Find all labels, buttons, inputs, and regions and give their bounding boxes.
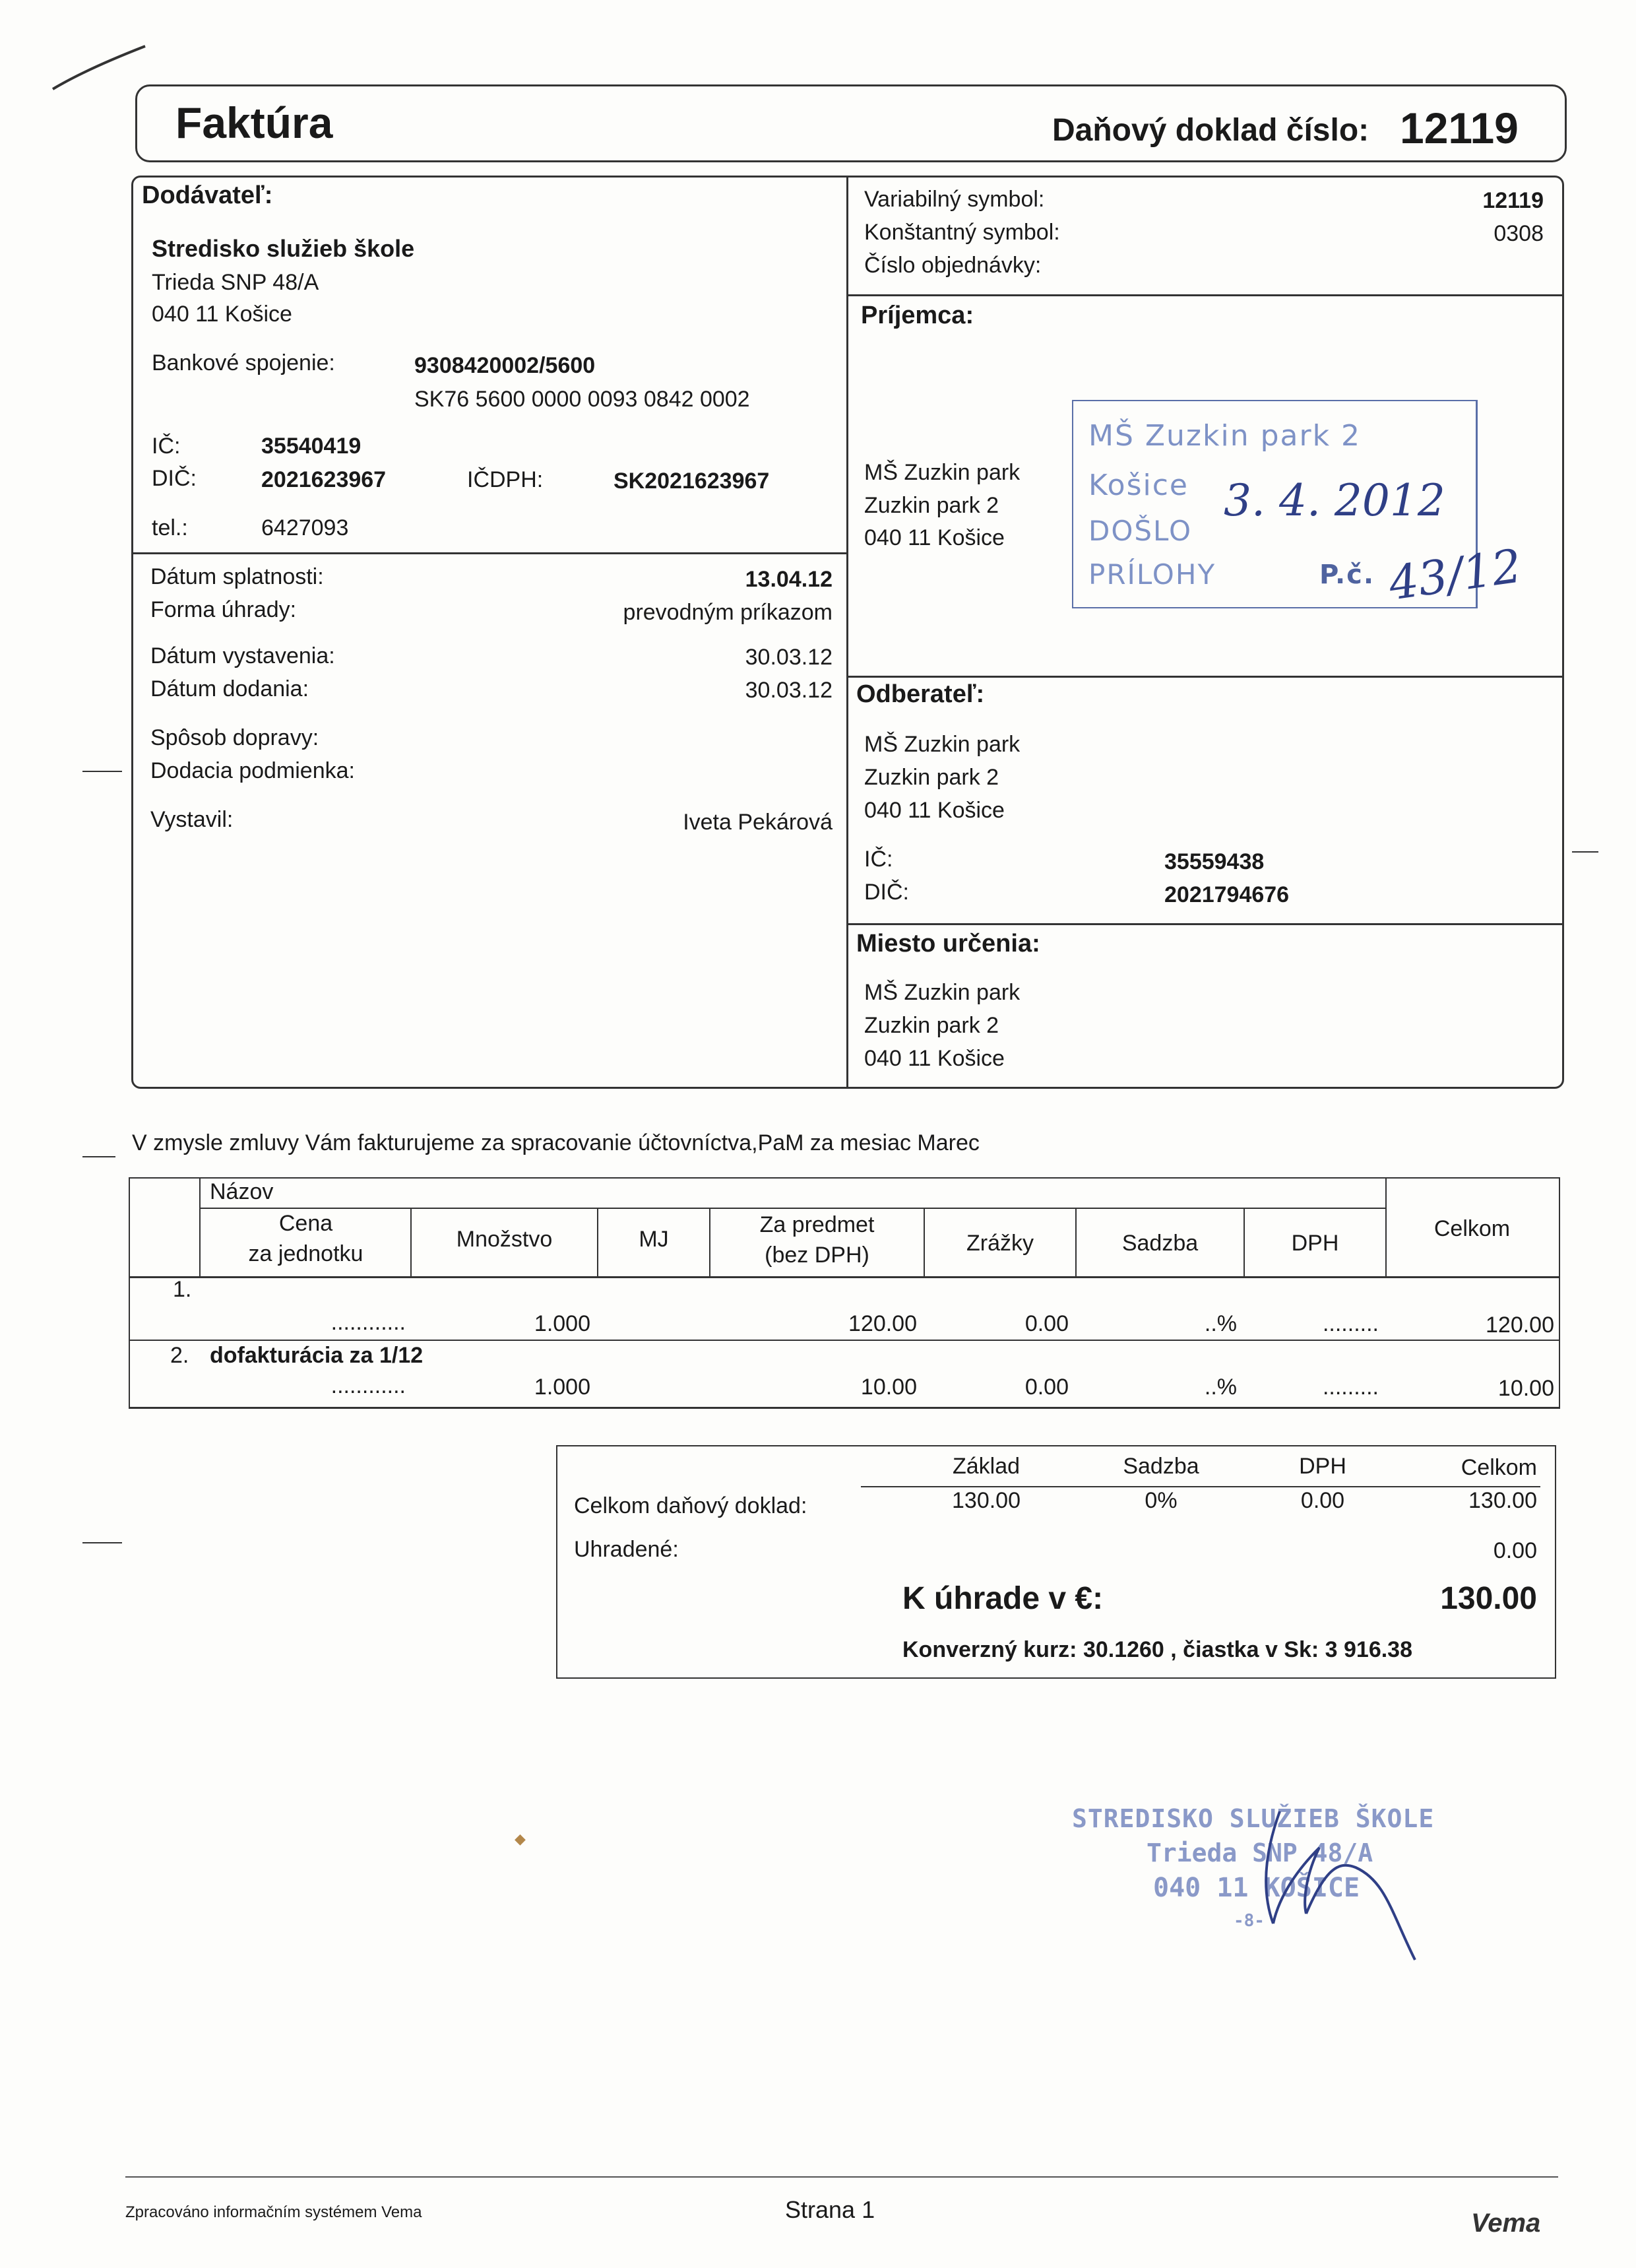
row-number: 2. xyxy=(170,1343,189,1368)
supplier-heading: Dodávateľ: xyxy=(142,181,273,209)
col-name: Názov xyxy=(210,1179,274,1204)
customer-heading: Odberateľ: xyxy=(856,680,985,708)
supplier-dic: 2021623967 xyxy=(261,467,387,492)
summary-col-vat: DPH xyxy=(1299,1454,1346,1479)
recipient-street: Zuzkin park 2 xyxy=(864,493,999,518)
punch-mark xyxy=(82,1156,115,1157)
summary-col-base: Základ xyxy=(952,1454,1021,1479)
row-rate: ..% xyxy=(1204,1311,1237,1336)
tel-label: tel.: xyxy=(152,515,188,540)
row-discount: 0.00 xyxy=(1024,1375,1069,1400)
doc-number: 12119 xyxy=(1400,104,1519,152)
summary-base: 130.00 xyxy=(952,1488,1021,1513)
pen-mark-icon xyxy=(46,40,152,99)
row-vat: ......... xyxy=(1322,1375,1379,1400)
col-discount: Zrážky xyxy=(966,1231,1034,1256)
supplier-ico: 35540419 xyxy=(261,434,362,459)
customer-city: 040 11 Košice xyxy=(864,798,1005,823)
amount-due: 130.00 xyxy=(1440,1581,1537,1616)
footer-system: Zpracováno informačním systémem Vema xyxy=(125,2203,422,2221)
col-total: Celkom xyxy=(1433,1216,1511,1241)
customer-dic: 2021794676 xyxy=(1164,882,1290,907)
punch-mark xyxy=(82,1542,122,1543)
constant-symbol-label: Konštantný symbol: xyxy=(864,220,1060,245)
dic-label: DIČ: xyxy=(152,466,197,491)
issue-date-label: Dátum vystavenia: xyxy=(150,643,335,668)
customer-name: MŠ Zuzkin park xyxy=(864,732,1021,757)
vema-logo: Vema xyxy=(1471,2209,1541,2238)
supplier-tel: 6427093 xyxy=(261,515,349,540)
signature-icon xyxy=(1240,1808,1432,1966)
destination-street: Zuzkin park 2 xyxy=(864,1013,999,1038)
due-date-label: Dátum splatnosti: xyxy=(150,564,324,589)
summary-total: 130.00 xyxy=(1468,1488,1537,1513)
received-stamp-line2: Košice xyxy=(1088,469,1189,502)
summary-vat: 0.00 xyxy=(1300,1488,1345,1513)
transport-label: Spôsob dopravy: xyxy=(150,725,319,750)
row-total: 120.00 xyxy=(1486,1312,1554,1338)
handwritten-number: 43/12 xyxy=(1385,538,1525,611)
company-stamp-line1: STREDISKO SLUŽIEB ŠKOLE xyxy=(1072,1804,1435,1833)
constant-symbol: 0308 xyxy=(1494,221,1544,246)
footer-page: Strana 1 xyxy=(785,2196,875,2223)
row-number: 1. xyxy=(173,1277,192,1302)
bank-account: 9308420002/5600 xyxy=(414,353,596,378)
col-subject-2: (bez DPH) xyxy=(765,1243,869,1268)
paid-label: Uhradené: xyxy=(574,1537,679,1562)
delivery-date-label: Dátum dodania: xyxy=(150,676,309,701)
customer-ico-label: IČ: xyxy=(864,847,893,872)
supplier-street: Trieda SNP 48/A xyxy=(152,270,319,295)
row-unit-price: ............ xyxy=(330,1373,406,1398)
punch-mark xyxy=(1572,851,1598,853)
divider xyxy=(846,676,1562,678)
col-qty: Množstvo xyxy=(456,1227,553,1252)
destination-heading: Miesto určenia: xyxy=(856,930,1040,957)
recipient-name: MŠ Zuzkin park xyxy=(864,460,1021,485)
terms-label: Dodacia podmienka: xyxy=(150,758,355,783)
intro-text: V zmysle zmluvy Vám fakturujeme za spracovanie účtovníctva,PaM za mesiac Marec xyxy=(132,1130,980,1155)
variable-symbol: 12119 xyxy=(1482,188,1544,213)
delivery-date: 30.03.12 xyxy=(745,678,833,703)
received-stamp-line1: MŠ Zuzkin park 2 xyxy=(1088,419,1362,453)
row-unit-price: ............ xyxy=(330,1310,406,1335)
punch-mark xyxy=(82,771,122,772)
divider-vertical xyxy=(846,176,848,1087)
conversion-rate: Konverzný kurz: 30.1260 , čiastka v Sk: 3 916.38 xyxy=(902,1637,1413,1662)
footer-rule xyxy=(125,2176,1558,2178)
col-vat: DPH xyxy=(1291,1231,1339,1256)
destination-city: 040 11 Košice xyxy=(864,1046,1005,1071)
divider xyxy=(846,294,1562,296)
destination-name: MŠ Zuzkin park xyxy=(864,980,1021,1005)
summary-total-label: Celkom daňový doklad: xyxy=(574,1493,807,1518)
supplier-city: 040 11 Košice xyxy=(152,302,292,327)
bank-label: Bankové spojenie: xyxy=(152,350,335,375)
variable-symbol-label: Variabilný symbol: xyxy=(864,187,1045,212)
doc-label: Daňový doklad číslo: xyxy=(1052,113,1369,148)
payment-method: prevodným príkazom xyxy=(623,600,833,625)
row-subject: 10.00 xyxy=(860,1375,917,1400)
received-stamp-pc: P.č. xyxy=(1319,560,1375,590)
row-discount: 0.00 xyxy=(1024,1311,1069,1336)
issuer-label: Vystavil: xyxy=(150,807,234,832)
order-number-label: Číslo objednávky: xyxy=(864,253,1042,278)
row-name: dofakturácia za 1/12 xyxy=(210,1343,424,1368)
customer-street: Zuzkin park 2 xyxy=(864,765,999,790)
row-vat: ......... xyxy=(1322,1311,1379,1336)
row-rate: ..% xyxy=(1204,1375,1237,1400)
divider xyxy=(846,923,1562,925)
company-stamp-line4: -8- xyxy=(1234,1911,1265,1931)
issuer-name: Iveta Pekárová xyxy=(683,810,833,835)
row-subject: 120.00 xyxy=(848,1311,917,1336)
issue-date: 30.03.12 xyxy=(745,645,833,670)
amount-due-label: K úhrade v €: xyxy=(902,1581,1104,1616)
company-stamp-line3: 040 11 KOŠICE xyxy=(1153,1873,1360,1903)
col-subject-1: Za predmet xyxy=(759,1212,875,1237)
col-unit-price-1: Cena xyxy=(278,1211,333,1236)
row-total: 10.00 xyxy=(1497,1376,1554,1401)
col-mj: MJ xyxy=(639,1227,669,1252)
col-unit-price-2: za jednotku xyxy=(248,1241,363,1266)
company-stamp-line2: Trieda SNP 48/A xyxy=(1147,1838,1373,1867)
recipient-heading: Príjemca: xyxy=(861,302,974,329)
due-date: 13.04.12 xyxy=(745,567,833,592)
received-stamp-line3: DOŠLO xyxy=(1088,515,1193,547)
handwritten-date: 3. 4. 2012 xyxy=(1224,475,1445,526)
col-rate: Sadzba xyxy=(1121,1231,1199,1256)
table-rule xyxy=(129,1340,1559,1341)
ico-label: IČ: xyxy=(152,434,181,459)
summary-col-rate: Sadzba xyxy=(1123,1454,1199,1479)
table-rule xyxy=(199,1208,1387,1209)
summary-col-total: Celkom xyxy=(1461,1455,1537,1480)
page-title: Faktúra xyxy=(175,98,333,147)
icdph-label: IČDPH: xyxy=(467,467,544,492)
row-qty: 1.000 xyxy=(534,1375,590,1400)
supplier-name: Stredisko služieb škole xyxy=(152,235,415,262)
table-rule xyxy=(129,1276,1559,1278)
payment-method-label: Forma úhrady: xyxy=(150,597,297,622)
recipient-city: 040 11 Košice xyxy=(864,525,1005,550)
divider xyxy=(131,552,848,554)
summary-rate: 0% xyxy=(1145,1488,1178,1513)
received-stamp-line4: PRÍLOHY xyxy=(1088,558,1216,591)
paid-amount: 0.00 xyxy=(1493,1538,1537,1563)
dot-mark: ◆ xyxy=(515,1831,526,1847)
table-rule xyxy=(199,1177,201,1276)
row-qty: 1.000 xyxy=(534,1311,590,1336)
customer-dic-label: DIČ: xyxy=(864,880,909,905)
customer-ico: 35559438 xyxy=(1164,849,1265,874)
iban: SK76 5600 0000 0093 0842 0002 xyxy=(414,387,750,412)
supplier-icdph: SK2021623967 xyxy=(614,469,770,494)
